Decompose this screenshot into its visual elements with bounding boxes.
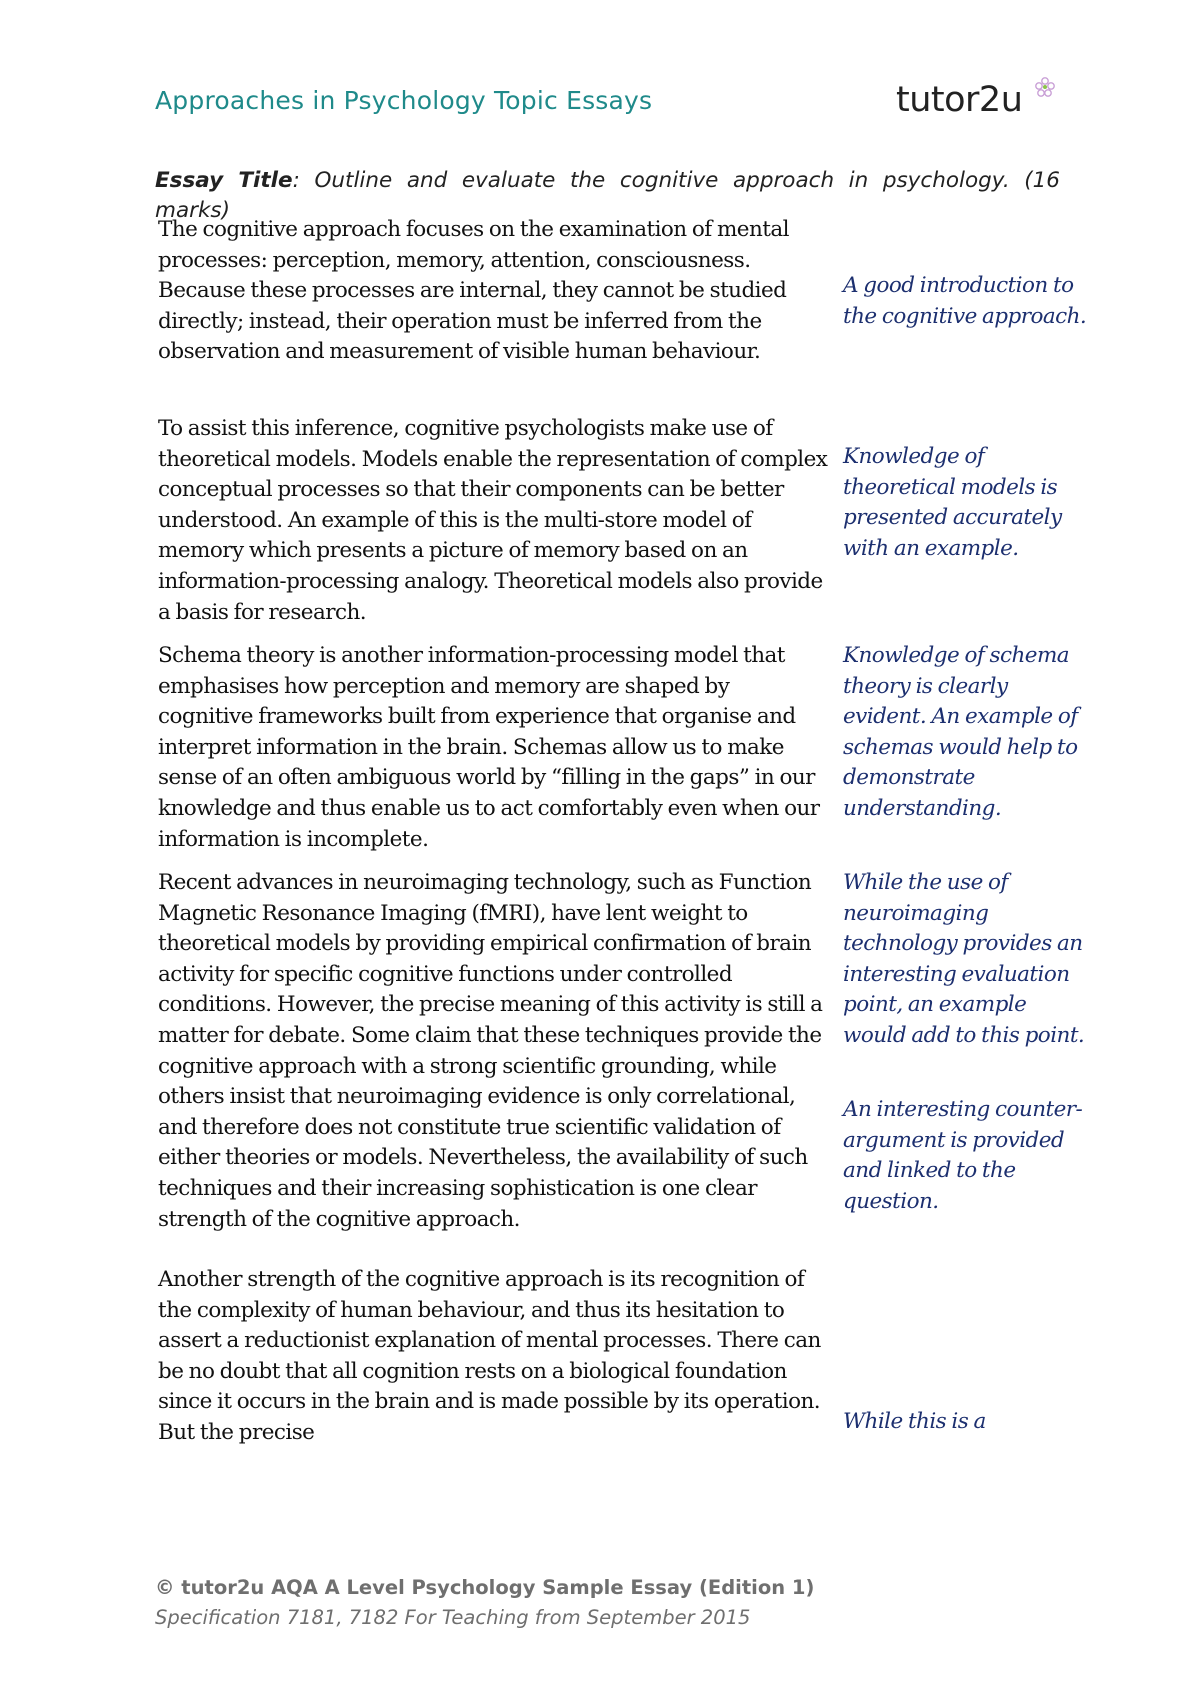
paragraph-neuroimaging: Recent advances in neuroimaging technology, such as Function Magnetic Resonance Imaging (fMRI), have lent weight to theoretical models by providing empirical confirmation of brain activity for specific cognitive functions under controlled conditions. However, the precise meaning of this activity is still a matter for debate. Some claim that these techniques provide the cognitive approach with a strong scientific grounding, while others insist that neuroimaging evidence is only correlational, and therefore does not constitute true scientific validation of either theories or models. Nevertheless, the availability of such techniques and their increasing sophistication is one clear strength of the cognitive approach. bbox=[158, 870, 823, 1232]
margin-note-neuroimaging: While the use of neuroimaging technology provides an interesting evaluation point, an example would add to this point. bbox=[843, 870, 1085, 1048]
paragraph-schema: Schema theory is another information-processing model that emphasises how perception and memory are shaped by cognitive frameworks built from experience that organise and interpret information in the brain. Schemas allow us to make sense of an often ambiguous world by “filling in the gaps” in our knowledge and thus enable us to act comfortably even when our information is incomplete. bbox=[158, 643, 820, 852]
margin-note-counter-argument: An interesting counter-argument is provided and linked to the question. bbox=[843, 1097, 1083, 1214]
flower-icon bbox=[1032, 74, 1058, 100]
margin-note-reductionism: While this is a bbox=[843, 1409, 986, 1434]
paragraph-complexity: Another strength of the cognitive approach is its recognition of the complexity of human behaviour, and thus its hesitation to assert a reductionist explanation of mental processes. There can be no doubt that all cognition rests on a biological foundation since it occurs in the brain and is made possible by its operation. But the precise bbox=[158, 1267, 821, 1445]
tutor2u-logo: tutor2u bbox=[896, 80, 1023, 120]
margin-note-schema: Knowledge of schema theory is clearly evident. An example of schemas would help to demonstrate understanding. bbox=[843, 643, 1078, 821]
footer-copyright: © tutor2u AQA A Level Psychology Sample Essay (Edition 1) bbox=[155, 1576, 815, 1599]
footer-specification: Specification 7181, 7182 For Teaching from September 2015 bbox=[155, 1606, 751, 1629]
paragraph-models: To assist this inference, cognitive psychologists make use of theoretical models. Models enable the representation of complex conceptual processes so that their components can be better understood. An example of this is the multi-store model of memory which presents a picture of memory based on an information-processing analogy. Theoretical models also provide a basis for research. bbox=[158, 416, 828, 625]
essay-title-text: : Outline and evaluate the cognitive approach in psychology. (16 marks) bbox=[155, 168, 1060, 223]
essay-title-label: Essay Title bbox=[155, 168, 293, 193]
paragraph-intro: The cognitive approach focuses on the examination of mental processes: perception, memory, attention, consciousness. Because these processes are internal, they cannot be studied directly; instead, their operation must be inferred from the observation and measurement of visible human behaviour. bbox=[158, 217, 789, 365]
header-title: Approaches in Psychology Topic Essays bbox=[155, 86, 653, 115]
margin-note-models: Knowledge of theoretical models is presented accurately with an example. bbox=[843, 444, 1062, 561]
margin-note-intro: A good introduction to the cognitive approach. bbox=[843, 273, 1087, 329]
